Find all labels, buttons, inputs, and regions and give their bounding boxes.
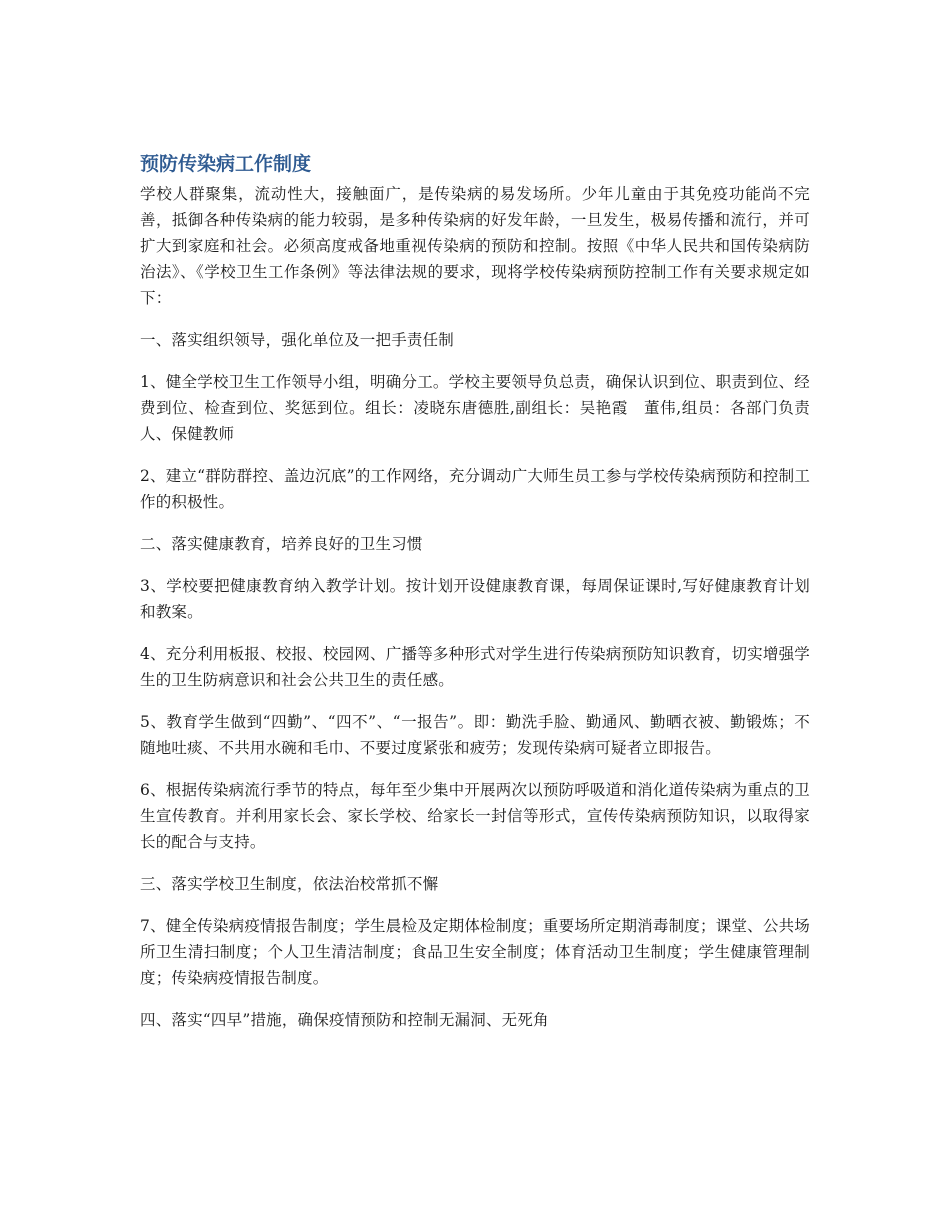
clause-3: 3、学校要把健康教育纳入教学计划。按计划开设健康教育课，每周保证课时,写好健康教育计划和教案。 [140, 577, 810, 621]
section-heading-2: 二、落实健康教育，培养良好的卫生习惯 [140, 535, 423, 553]
document-page [140, 150, 810, 1049]
section-heading-4: 四、落实“四早”措施，确保疫情预防和控制无漏洞、无死角 [140, 1011, 549, 1029]
section-heading-3: 三、落实学校卫生制度，依法治校常抓不懈 [140, 875, 439, 893]
intro-paragraph: 学校人群聚集，流动性大，接触面广，是传染病的易发场所。少年儿童由于其免疫功能尚不完善，抵御各种传染病的能力较弱，是多种传染病的好发年龄，一旦发生，极易传播和流行，并可扩大到家庭和社会。必须高度戒备地重视传染病的预防和控制。按照《中华人民共和国传染病防治法》、《学校卫生工作条例》等法律法规的要求，现将学校传染病预防控制工作有关要求规定如下： [140, 185, 810, 307]
section-heading-1: 一、落实组织领导，强化单位及一把手责任制 [140, 331, 455, 349]
document-title: 预防传染病工作制度 [140, 153, 312, 175]
clause-4: 4、充分利用板报、校报、校园网、广播等多种形式对学生进行传染病预防知识教育，切实增强学生的卫生防病意识和社会公共卫生的责任感。 [140, 645, 810, 689]
clause-5: 5、教育学生做到“四勤”、“四不”、“一报告”。即：勤洗手脸、勤通风、勤晒衣被、勤锻炼；不随地吐痰、不共用水碗和毛巾、不要过度紧张和疲劳；发现传染病可疑者立即报告。 [140, 713, 810, 757]
clause-7: 7、健全传染病疫情报告制度；学生晨检及定期体检制度；重要场所定期消毒制度；课堂、公共场所卫生清扫制度；个人卫生清洁制度；食品卫生安全制度；体育活动卫生制度；学生健康管理制度；传染病疫情报告制度。 [140, 917, 810, 987]
clause-2: 2、建立“群防群控、盖边沉底”的工作网络，充分调动广大师生员工参与学校传染病预防和控制工作的积极性。 [140, 467, 811, 511]
clause-6: 6、根据传染病流行季节的特点，每年至少集中开展两次以预防呼吸道和消化道传染病为重点的卫生宣传教育。并利用家长会、家长学校、给家长一封信等形式，宣传传染病预防知识，以取得家长的配合与支持。 [140, 781, 810, 851]
clause-1: 1、健全学校卫生工作领导小组，明确分工。学校主要领导负总责，确保认识到位、职责到位、经费到位、检查到位、奖惩到位。组长：凌晓东唐德胜,副组长：吴艳霞 董伟,组员：各部门负责人、保健教师 [140, 373, 810, 443]
